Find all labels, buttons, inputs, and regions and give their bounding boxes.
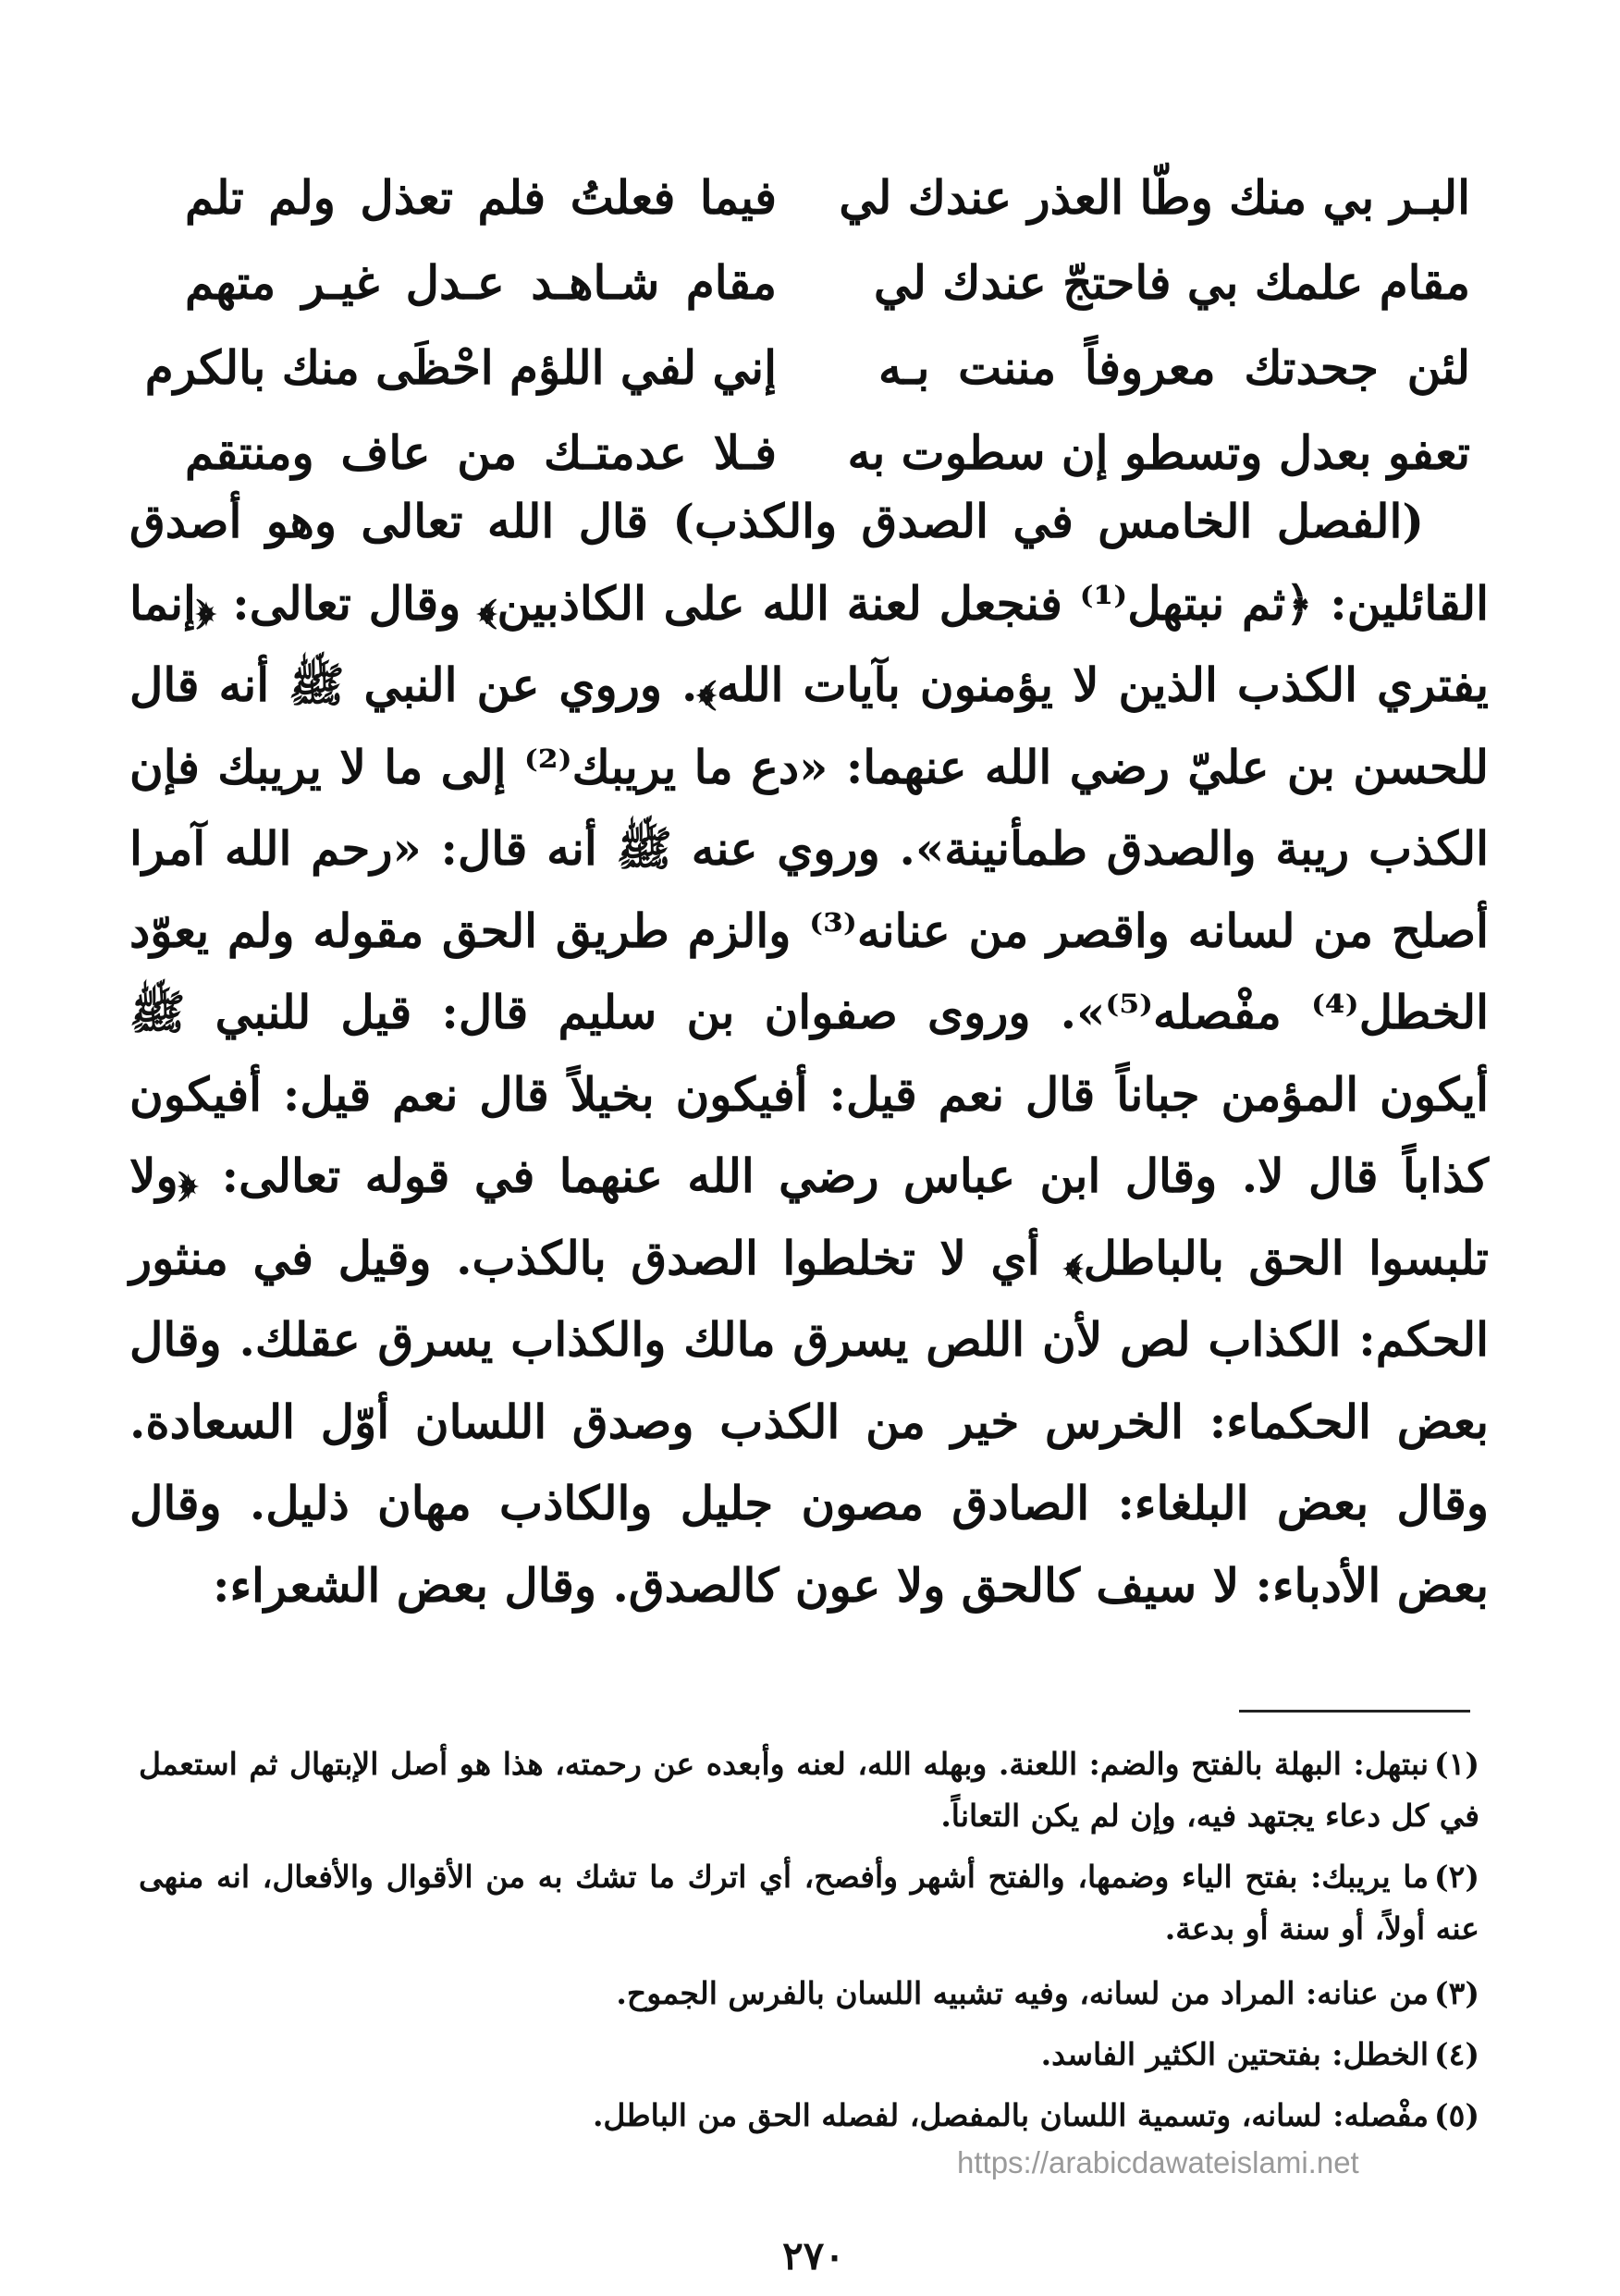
- footnote-text: من عنانه: المراد من لسانه، وفيه تشبيه اللسان بالفرس الجموح.: [616, 1975, 1430, 2011]
- verse-second-hemistich: فيما فعلتُ فلم تعذل ولم تلم: [185, 170, 777, 225]
- footnote-text: ما يريبك: بفتح الياء وضمها، والفتح أشهر وأفصح، أي اترك ما تشك به من الأقوال والأفعال، انه منهى عنه أولاً، أو سنة أو بدعة.: [139, 1859, 1479, 1946]
- footnote-line: [139, 1738, 1479, 1842]
- footnote-number: (٥): [1434, 2097, 1479, 2133]
- footnote-separator: [1239, 1710, 1470, 1713]
- footnote-number: (٤): [1434, 2036, 1479, 2072]
- verse-first-hemistich: لئن جحدتك معروفاً مننت بـه: [878, 340, 1470, 395]
- footnote-number: (٢): [1434, 1859, 1479, 1895]
- footnote: [139, 2090, 1479, 2142]
- poem-block: [144, 155, 1470, 496]
- watermark-url: https://arabicdawateislami.net: [957, 2145, 1359, 2179]
- verse-first-hemistich: مقام علمك بي فاحتجّ عندك لي: [873, 255, 1470, 310]
- verse-first-hemistich: البـر بي منك وطّا العذر عندك لي: [839, 170, 1470, 225]
- footnote-line: [139, 1968, 1479, 2020]
- footnote-text: مفْصله: لسانه، وتسمية اللسان بالمفصل، لفصله الحق من الباطل.: [592, 2097, 1430, 2133]
- poem-verse: [185, 240, 1470, 325]
- footnote-line: [139, 1851, 1479, 1955]
- verse-second-hemistich: فـلا عدمتـك من عاف ومنتقم: [185, 425, 777, 480]
- verse-second-hemistich: مقام شـاهـد عـدل غيـر متهم: [185, 255, 777, 310]
- footnotes: [139, 1738, 1479, 2151]
- main-text: [129, 481, 1489, 1627]
- footnote-number: (١): [1434, 1746, 1479, 1782]
- footnote-number: (٣): [1434, 1975, 1479, 2011]
- footnote-text: نبتهل: البهلة بالفتح والضم: اللعنة. وبهله الله، لعنه وأبعده عن رحمته، هذا هو أصل الإبتهال ثم استعمل في كل دعاء يجتهد فيه، وإن لم يكن التعاناً.: [139, 1746, 1479, 1834]
- main-paragraph: (الفصل الخامس في الصدق والكذب) قال الله تعالى وهو أصدق القائلين: ﴿ثم نبتهل⁽¹⁾ فنجعل لعنة الله على الكاذبين﴾ وقال تعالى: ﴿إنما يفتري الكذب الذين لا يؤمنون بآيات الله﴾. وروي عن النبي ﷺ أنه قال للحسن بن عليّ رضي الله عنهما: «دع ما يريبك⁽²⁾ إلى ما لا يريبك فإن الكذب ريبة والصدق طمأنينة». وروي عنه ﷺ أنه قال: «رحم الله آمرا أصلح من لسانه واقصر من عنانه⁽³⁾ والزم طريق الحق مقوله ولم يعوّد الخطل⁽⁴⁾ مفْصله⁽⁵⁾». وروى صفوان بن سليم قال: قيل للنبي ﷺ أيكون المؤمن جباناً قال نعم قيل: أفيكون بخيلاً قال نعم قيل: أفيكون كذاباً قال لا. وقال ابن عباس رضي الله عنهما في قوله تعالى: ﴿ولا تلبسوا الحق بالباطل﴾ أي لا تخلطوا الصدق بالكذب. وقيل في منثور الحكم: الكذاب لص لأن اللص يسرق مالك والكذاب يسرق عقلك. وقال بعض الحكماء: الخرس خير من الكذب وصدق اللسان أوّل السعادة. وقال بعض البلغاء: الصادق مصون جليل والكاذب مهان ذليل. وقال بعض الأدباء: لا سيف كالحق ولا عون كالصدق. وقال بعض الشعراء:: [129, 494, 1490, 1613]
- verse-first-hemistich: تعفو بعدل وتسطو إن سطوت به: [847, 425, 1470, 480]
- page-number: ٢٧٠: [782, 2233, 845, 2278]
- footnote: [139, 1968, 1479, 2020]
- footnote-line: [139, 2029, 1479, 2081]
- footnote: [139, 2029, 1479, 2081]
- footnote: [139, 1851, 1479, 1955]
- footnote-line: [139, 2090, 1479, 2142]
- footnote: [139, 1738, 1479, 1842]
- footnote-text: الخطل: بفتحتين الكثير الفاسد.: [1040, 2036, 1430, 2072]
- verse-second-hemistich: إني لفي اللؤم احْظَى منك بالكرم: [144, 340, 777, 395]
- poem-verse: [185, 155, 1470, 240]
- poem-verse: [144, 325, 1470, 411]
